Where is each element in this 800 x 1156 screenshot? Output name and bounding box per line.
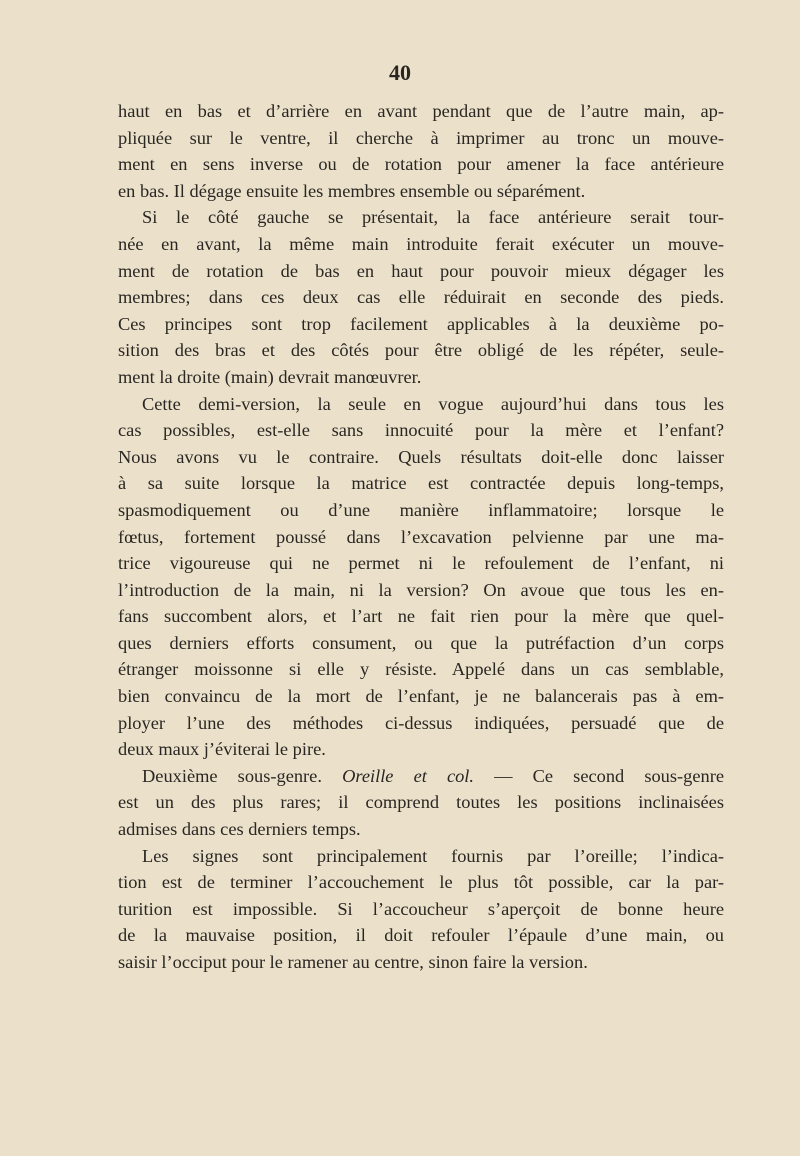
text-line: en bas. Il dégage ensuite les membres ensemble ou séparément.	[118, 180, 586, 201]
text-line: étranger moissonne si elle y résiste. Appelé dans un cas semblable,	[118, 659, 724, 680]
text-line: ment en sens inverse ou de rotation pour amener la face antérieure	[118, 154, 724, 175]
subgenre-label: Deuxième sous-genre.	[142, 765, 343, 786]
text-line: fœtus, fortement poussé dans l’excavation pelvienne par une ma-	[118, 526, 724, 547]
body-text	[118, 98, 724, 976]
text-line: Nous avons vu le contraire. Quels résultats doit-elle donc laisser	[118, 446, 724, 467]
text-line: membres; dans ces deux cas elle réduirait en seconde des pieds.	[118, 287, 724, 308]
text-line: deux maux j’éviterai le pire.	[118, 739, 326, 760]
text-line: spasmodiquement ou d’une manière inflammatoire; lorsque le	[118, 499, 724, 520]
text-line: Les signes sont principalement fournis par l’oreille; l’indica-	[142, 845, 724, 866]
paragraph-1	[118, 98, 724, 204]
text-line: ques derniers efforts consument, ou que la putréfaction d’un corps	[118, 632, 724, 653]
text-line: pliquée sur le ventre, il cherche à imprimer au tronc un mouve-	[118, 127, 724, 148]
text-line: bien convaincu de la mort de l’enfant, je ne balancerais pas à em-	[118, 686, 724, 707]
text-line: Cette demi-version, la seule en vogue aujourd’hui dans tous les	[142, 393, 724, 414]
text-line: Si le côté gauche se présentait, la face antérieure serait tour-	[142, 207, 724, 228]
text-line: turition est impossible. Si l’accoucheur s’aperçoit de bonne heure	[118, 898, 724, 919]
text-line: cas possibles, est-elle sans innocuité pour la mère et l’enfant?	[118, 420, 724, 441]
text-line: trice vigoureuse qui ne permet ni le refoulement de l’enfant, ni	[118, 553, 724, 574]
text-line: ment la droite (main) devrait manœuvrer.	[118, 366, 422, 387]
subgenre-suffix: — Ce second sous-genre	[474, 765, 725, 786]
page-number: 40	[389, 60, 411, 85]
text-line: Ces principes sont trop facilement applicables à la deuxième po-	[118, 313, 724, 334]
text-line: à sa suite lorsque la matrice est contractée depuis long-temps,	[118, 473, 724, 494]
text-line: admises dans ces derniers temps.	[118, 819, 361, 840]
text-line: de la mauvaise position, il doit refouler l’épaule d’une main, ou	[118, 925, 724, 946]
paragraph-2	[118, 204, 724, 390]
paragraph-3	[118, 391, 724, 763]
subgenre-heading-line	[118, 763, 724, 790]
text-line: est un des plus rares; il comprend toutes les positions inclinaisées	[118, 792, 724, 813]
text-line: ployer l’une des méthodes ci-dessus indiquées, persuadé que de	[118, 712, 724, 733]
text-line: saisir l’occiput pour le ramener au centre, sinon faire la version.	[118, 952, 588, 972]
text-line: sition des bras et des côtés pour être obligé de les répéter, seule-	[118, 340, 724, 361]
text-line: née en avant, la même main introduite ferait exécuter un mouve-	[118, 233, 724, 254]
text-line: tion est de terminer l’accouchement le plus tôt possible, car la par-	[118, 872, 724, 893]
paragraph-4	[118, 763, 724, 843]
text-line: fans succombent alors, et l’art ne fait rien pour la mère que quel-	[118, 606, 724, 627]
paragraph-5	[118, 843, 724, 976]
text-line: ment de rotation de bas en haut pour pouvoir mieux dégager les	[118, 260, 724, 281]
text-line: haut en bas et d’arrière en avant pendant que de l’autre main, ap-	[118, 101, 724, 121]
text-line: l’introduction de la main, ni la version? On avoue que tous les en-	[118, 579, 724, 600]
subgenre-title: Oreille et col.	[342, 765, 475, 786]
